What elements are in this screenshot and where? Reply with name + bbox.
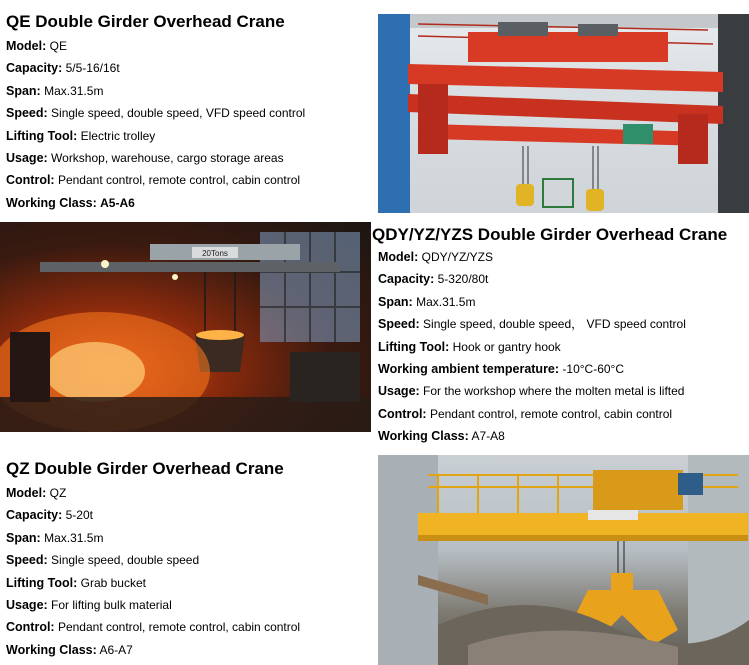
spec-label: Control: xyxy=(6,173,55,188)
spec-label: Control: xyxy=(6,620,55,635)
spec-value: Hook or gantry hook xyxy=(452,339,561,354)
spec-label: Speed: xyxy=(378,317,420,332)
spec-label: Lifting Tool: xyxy=(6,575,78,590)
spec-label: Speed: xyxy=(6,553,48,568)
spec-value: 5-320/80t xyxy=(437,272,489,287)
spec-value: Max.31.5m xyxy=(44,83,104,98)
spec-value: QE xyxy=(49,39,67,53)
spec-row xyxy=(6,80,305,102)
spec-value: A5-A6 xyxy=(100,195,135,210)
spec-row xyxy=(6,639,300,661)
spec-row xyxy=(6,57,305,79)
spec-row xyxy=(378,425,727,447)
spec-row xyxy=(6,192,305,214)
spec-label: Control: xyxy=(378,406,427,421)
spec-value: -10°C-60°C xyxy=(562,362,625,377)
foundry-crane-photo xyxy=(0,222,371,432)
spec-row xyxy=(6,102,305,124)
spec-label: Usage: xyxy=(6,151,48,166)
red-crane-photo xyxy=(378,14,749,213)
spec-row xyxy=(6,527,300,549)
crane-section-qe xyxy=(6,12,305,214)
spec-row xyxy=(6,616,300,638)
spec-row xyxy=(6,482,300,504)
spec-value: Electric trolley xyxy=(80,128,156,143)
section-title: QZ Double Girder Overhead Crane xyxy=(6,459,284,478)
section-title: QDY/YZ/YZS Double Girder Overhead Crane xyxy=(372,225,728,244)
spec-row xyxy=(378,268,727,290)
spec-label: Working Class: xyxy=(6,642,97,657)
spec-row xyxy=(6,169,305,191)
spec-label: Capacity: xyxy=(6,508,63,523)
spec-row xyxy=(6,147,305,169)
spec-label: Capacity: xyxy=(6,61,63,76)
spec-value: 5/5-16/16t xyxy=(65,61,120,76)
spec-value: Pendant control, remote control, cabin control xyxy=(429,406,673,421)
spec-value: Max.31.5m xyxy=(44,530,104,545)
spec-label: Lifting Tool: xyxy=(378,339,450,354)
spec-value: A6-A7 xyxy=(99,642,133,657)
spec-label: Capacity: xyxy=(378,272,435,287)
foundry-illustration xyxy=(0,222,371,432)
spec-label: Model: xyxy=(6,39,47,53)
spec-row xyxy=(378,291,727,313)
spec-label: Working Class: xyxy=(378,429,469,444)
spec-value: 5-20t xyxy=(65,508,93,523)
spec-value: Single speed, double speed xyxy=(51,553,200,568)
spec-row xyxy=(6,549,300,571)
crane-section-qdy xyxy=(372,225,727,448)
grab-bucket-crane-photo xyxy=(378,455,749,665)
spec-row xyxy=(6,35,305,57)
spec-label: Span: xyxy=(378,294,413,309)
spec-value: QZ xyxy=(49,486,67,500)
crane-section-qz xyxy=(6,459,300,661)
red-crane-illustration xyxy=(378,14,749,213)
spec-row xyxy=(378,380,727,402)
spec-row xyxy=(6,125,305,147)
spec-label: Lifting Tool: xyxy=(6,128,78,143)
spec-label: Speed: xyxy=(6,106,48,121)
spec-row xyxy=(378,336,727,358)
spec-label: Usage: xyxy=(6,598,48,613)
spec-label: Working ambient temperature: xyxy=(378,362,560,377)
spec-value: QDY/YZ/YZS xyxy=(421,250,493,264)
spec-row xyxy=(378,246,727,268)
spec-label: Span: xyxy=(6,530,41,545)
spec-row xyxy=(6,594,300,616)
spec-label: Usage: xyxy=(378,384,420,399)
spec-row xyxy=(6,504,300,526)
spec-row xyxy=(378,313,727,335)
spec-label: Model: xyxy=(378,250,419,264)
spec-value: For lifting bulk material xyxy=(51,598,172,613)
spec-value: Pendant control, remote control, cabin control xyxy=(57,620,301,635)
spec-row xyxy=(378,403,727,425)
spec-label: Working Class: xyxy=(6,195,97,210)
crane-capacity-sign: 20Tons xyxy=(202,249,228,258)
spec-value: A7-A8 xyxy=(471,429,505,444)
spec-value: Workshop, warehouse, cargo storage areas xyxy=(51,151,284,166)
spec-value: Single speed, double speed, VFD speed control xyxy=(51,106,306,121)
spec-value: Single speed, double speed， VFD speed control xyxy=(423,317,686,332)
spec-value: Pendant control, remote control, cabin control xyxy=(57,173,301,188)
section-title: QE Double Girder Overhead Crane xyxy=(6,12,285,31)
spec-label: Span: xyxy=(6,83,41,98)
spec-value: Grab bucket xyxy=(80,575,146,590)
spec-row xyxy=(378,358,727,380)
grab-bucket-illustration xyxy=(378,455,749,665)
spec-label: Model: xyxy=(6,486,47,500)
spec-value: Max.31.5m xyxy=(416,294,476,309)
spec-row xyxy=(6,572,300,594)
spec-value: For the workshop where the molten metal is lifted xyxy=(423,384,685,399)
